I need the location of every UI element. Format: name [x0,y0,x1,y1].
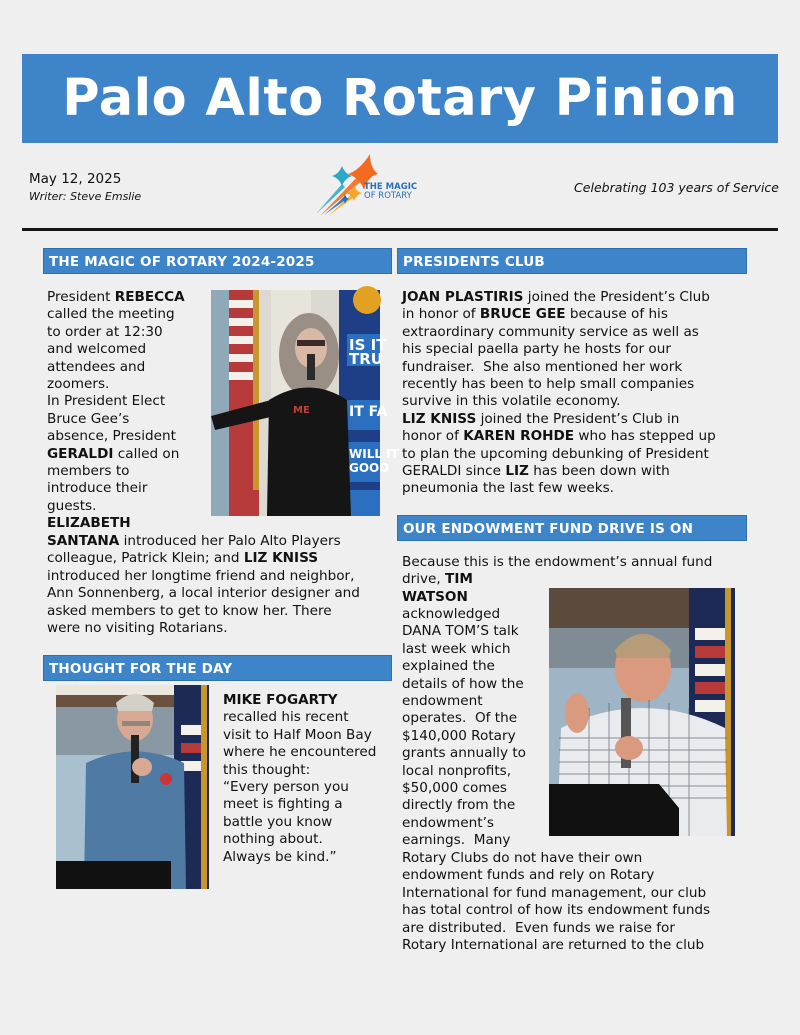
text-line: Ann Sonnenberg, a local interior designer and [47,585,360,602]
text-line: extraordinary community service as well as [402,323,699,340]
text-line: local nonprofits, [402,762,512,779]
tagline: Celebrating 103 years of Service [574,180,779,195]
text-line: has total control of how its endowment funds [402,902,711,919]
text-line: introduce their [47,480,148,497]
text-line: were no visiting Rotarians. [47,620,228,637]
text-line: colleague, Patrick Klein; and LIZ KNISS [47,550,319,567]
bold-name: JOAN PLASTIRIS [402,289,524,305]
bold-name: TIM [445,571,473,588]
bold-name: LIZ [505,463,529,480]
svg-text:IS IT: IS IT [349,336,387,354]
president-rebecca-photo [211,290,399,516]
text-line: endowment funds and rely on Rotary [402,867,655,884]
text-line: LIZ KNISS joined the President’s Club in [402,410,680,427]
text-line: guests. [47,497,97,514]
text-line: JOAN PLASTIRIS joined the President’s Club [402,289,710,305]
endowment-text-column [402,606,547,850]
text-line: explained the [402,658,495,675]
thought-text [223,692,393,866]
text-line: details of how the [402,675,524,692]
text-line: nothing about. [223,831,323,848]
text-line: recalled his recent [223,709,349,726]
text-line: and welcomed [47,341,147,358]
text-line: attendees and [47,358,146,375]
text-line: asked members to get to know her. There [47,602,332,619]
bold-name: KAREN ROHDE [463,428,575,445]
magic-text-full [47,533,392,637]
title-banner [22,54,778,143]
issue-date: May 12, 2025 [29,171,122,187]
bold-name: LIZ KNISS [243,550,319,567]
text-line: DANA TOM’S talk [402,623,519,640]
endowment-text-full [402,850,752,954]
text-line: members to [47,463,130,480]
text-line: battle you know [223,813,333,830]
writer-credit: Writer: Steve Emslie [29,190,142,203]
text-line: zoomers. [47,376,110,393]
svg-text:WILL IT: WILL IT [349,447,399,461]
text-line [47,515,212,532]
logo-text [364,183,417,201]
text-line: GERALDI since LIZ has been down with [402,463,670,480]
text-line: Always be kind.” [223,848,337,865]
masthead-divider [22,228,778,231]
text-line: SANTANA introduced her Palo Alto Players [47,533,341,549]
text-line: fundraiser. She also mentioned her work [402,358,683,375]
text-line: Rotary International are returned to the club [402,937,705,954]
section-heading: THE MAGIC OF ROTARY 2024-2025 [43,248,392,274]
bold-name: SANTANA [47,533,120,549]
text-line: $50,000 comes [402,780,508,797]
text-line: International for fund management, our club [402,884,707,901]
text-line: last week which [402,640,511,657]
text-line: operates. Of the [402,710,518,727]
logo-line2: OF ROTARY [364,191,412,201]
text-line: Bruce Gee’s [47,410,130,427]
text-line: “Every person you [223,779,349,796]
text-line: drive, TIM [402,571,473,588]
mike-fogarty-photo [56,685,209,889]
svg-text:TRU: TRU [349,350,383,368]
text-line: absence, President [47,428,176,445]
text-line: pneumonia the last few weeks. [402,480,615,497]
bold-name: MIKE FOGARTY [223,692,338,708]
bold-name: REBECCA [114,289,185,305]
magic-text-column [47,289,212,533]
text-line: Rotary Clubs do not have their own [402,850,643,866]
text-line: where he encountered [223,744,377,761]
bold-name: LIZ KNISS [402,410,477,427]
text-line: President REBECCA [47,289,185,305]
text-line: called the meeting [47,306,175,323]
bold-name: BRUCE GEE [479,306,566,323]
bold-name: WATSON [402,588,468,605]
section-heading: THOUGHT FOR THE DAY [43,655,392,681]
svg-text:ME: ME [293,405,310,416]
text-line: honor of KAREN ROHDE who has stepped up [402,428,716,445]
text-line: earnings. Many [402,832,511,849]
svg-text:GOOD: GOOD [349,461,390,475]
bold-name: ELIZABETH [47,515,131,532]
text-line: this thought: [223,761,311,778]
text-line: GERALDI called on [47,445,180,462]
logo-line1: THE MAGIC [364,182,418,192]
text-line: acknowledged [402,606,501,622]
text-line: his special paella party he hosts for our [402,341,671,358]
text-line: to plan the upcoming debunking of President [402,445,709,462]
text-line: endowment’s [402,814,494,831]
text-line [223,692,393,709]
text-line: directly from the [402,797,516,814]
bold-name: GERALDI [47,445,114,462]
text-line: $140,000 Rotary [402,727,516,744]
text-line: in honor of BRUCE GEE because of his [402,306,668,323]
text-line: survive in this volatile economy. [402,393,621,410]
newsletter-title: Palo Alto Rotary Pinion [62,69,738,128]
text-line: recently has been to help small companies [402,376,695,393]
section-heading: PRESIDENTS CLUB [397,248,747,274]
tim-watson-photo [549,588,735,836]
text-line: grants annually to [402,745,526,762]
svg-text:IT FA: IT FA [349,404,388,420]
section-heading: OUR ENDOWMENT FUND DRIVE IS ON [397,515,747,541]
text-line: are distributed. Even funds we raise for [402,919,675,936]
text-line: Because this is the endowment’s annual fund [402,554,713,570]
text-line: endowment [402,693,483,710]
text-line: In President Elect [47,393,166,410]
text-line: introduced her longtime friend and neighbor, [47,567,355,584]
magic-of-rotary-logo [312,152,427,218]
presidents-club-text [402,289,752,498]
text-line: visit to Half Moon Bay [223,726,372,743]
text-line: to order at 12:30 [47,323,163,340]
text-line: meet is fighting a [223,796,343,813]
